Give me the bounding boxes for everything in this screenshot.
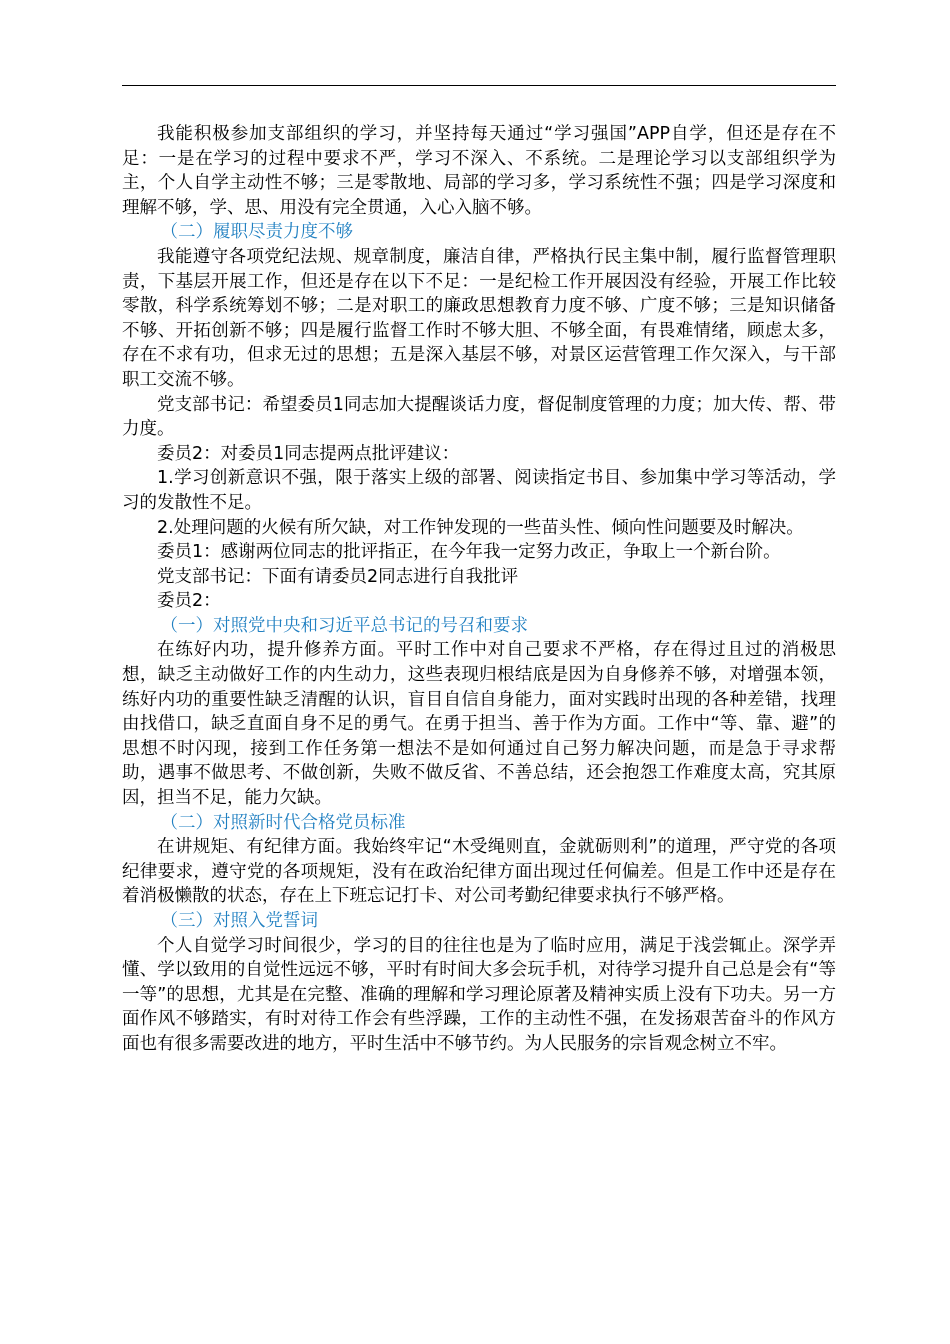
paragraph-self-cultivation: 在练好内功，提升修养方面。平时工作中对自己要求不严格，存在得过且过的消极思想，缺乏主动做好工作的内生动力，这些表现归根结底是因为自身修养不够，对增强本领，练好内功的重要性缺乏清醒的认识，盲目自信自身能力，面对实践时出现的各种差错，找理由找借口，缺乏直面自身不足的勇气。在勇于担当、善于作为方面。工作中“等、靠、避”的思想不时闪现，接到工作任务第一想法不是如何通过自己努力解决问题，而是急于寻求帮助，遇事不做思考、不做创新，失败不做反省、不善总结，还会抱怨工作难度太高，究其原因，担当不足，能力欠缺。 [122, 640, 836, 809]
header-rule [122, 85, 836, 86]
paragraph-duty-shortcomings: 我能遵守各项党纪法规、规章制度，廉洁自律，严格执行民主集中制，履行监督管理职责，下基层开展工作，但还是存在以下不足：一是纪检工作开展因没有经验，开展工作比较零散，科学系统筹划不够；二是对职工的廉政思想教育力度不够、广度不够；三是知识储备不够、开拓创新不够；四是履行监督工作时不够大胆、不够全面，有畏难情绪，顾虑太多，存在不求有功，但求无过的思想；五是深入基层不够，对景区运营管理工作欠深入，与干部职工交流不够。 [122, 246, 836, 390]
paragraph-member2-intro: 委员2：对委员1同志提两点批评建议： [157, 443, 460, 464]
paragraph-criticism-2: 2.处理问题的火候有所欠缺，对工作钟发现的一些苗头性、倾向性问题要及时解决。 [157, 517, 804, 538]
section-heading-duty: （二）履职尽责力度不够 [160, 222, 353, 243]
section-heading-member-standards: （二）对照新时代合格党员标准 [160, 812, 406, 833]
paragraph-secretary-invite: 党支部书记：下面有请委员2同志进行自我批评 [157, 566, 519, 587]
paragraph-oath-reflection: 个人自觉学习时间很少，学习的目的往往也是为了临时应用，满足于浅尝辄止。深学弄懂、学以致用的自觉性远远不够，平时有时间大多会玩手机，对待学习提升自己总是会有“等一等”的思想，尤其是在完整、准确的理解和学习理论原著及精神实质上没有下功夫。另一方面作风不够踏实，有时对待工作会有些浮躁，工作的主动性不强，在发扬艰苦奋斗的作风方面也有很多需要改进的地方，平时生活中不够节约。为人民服务的宗旨观念树立不牢。 [122, 935, 836, 1054]
section-heading-central-requirements: （一）对照党中央和习近平总书记的号召和要求 [160, 615, 528, 636]
paragraph-study-shortcomings: 我能积极参加支部组织的学习，并坚持每天通过“学习强国”APP自学，但还是存在不足：一是在学习的过程中要求不严，学习不深入、不系统。二是理论学习以支部组织学为主，个人自学主动性不够；三是零散地、局部的学习多，学习系统性不强；四是学习深度和理解不够，学、思、用没有完全贯通，入心入脑不够。 [122, 124, 836, 218]
paragraph-member2-label: 委员2： [157, 591, 221, 612]
document-body [122, 122, 836, 1057]
paragraph-criticism-1: 1.学习创新意识不强，限于落实上级的部署、阅读指定书目、参加集中学习等活动，学习的发散性不足。 [122, 468, 836, 513]
paragraph-secretary-remark: 党支部书记：希望委员1同志加大提醒谈话力度，督促制度管理的力度；加大传、帮、带力度。 [122, 394, 836, 440]
section-heading-oath: （三）对照入党誓词 [160, 911, 318, 931]
paragraph-member1-reply: 委员1：感谢两位同志的批评指正，在今年我一定努力改正，争取上一个新台阶。 [157, 542, 781, 563]
paragraph-discipline: 在讲规矩、有纪律方面。我始终牢记“木受绳则直，金就砺则利”的道理，严守党的各项纪律要求，遵守党的各项规矩，没有在政治纪律方面出现过任何偏差。但是工作中还是存在着消极懒散的状态，存在上下班忘记打卡、对公司考勤纪律要求执行不够严格。 [122, 837, 836, 907]
